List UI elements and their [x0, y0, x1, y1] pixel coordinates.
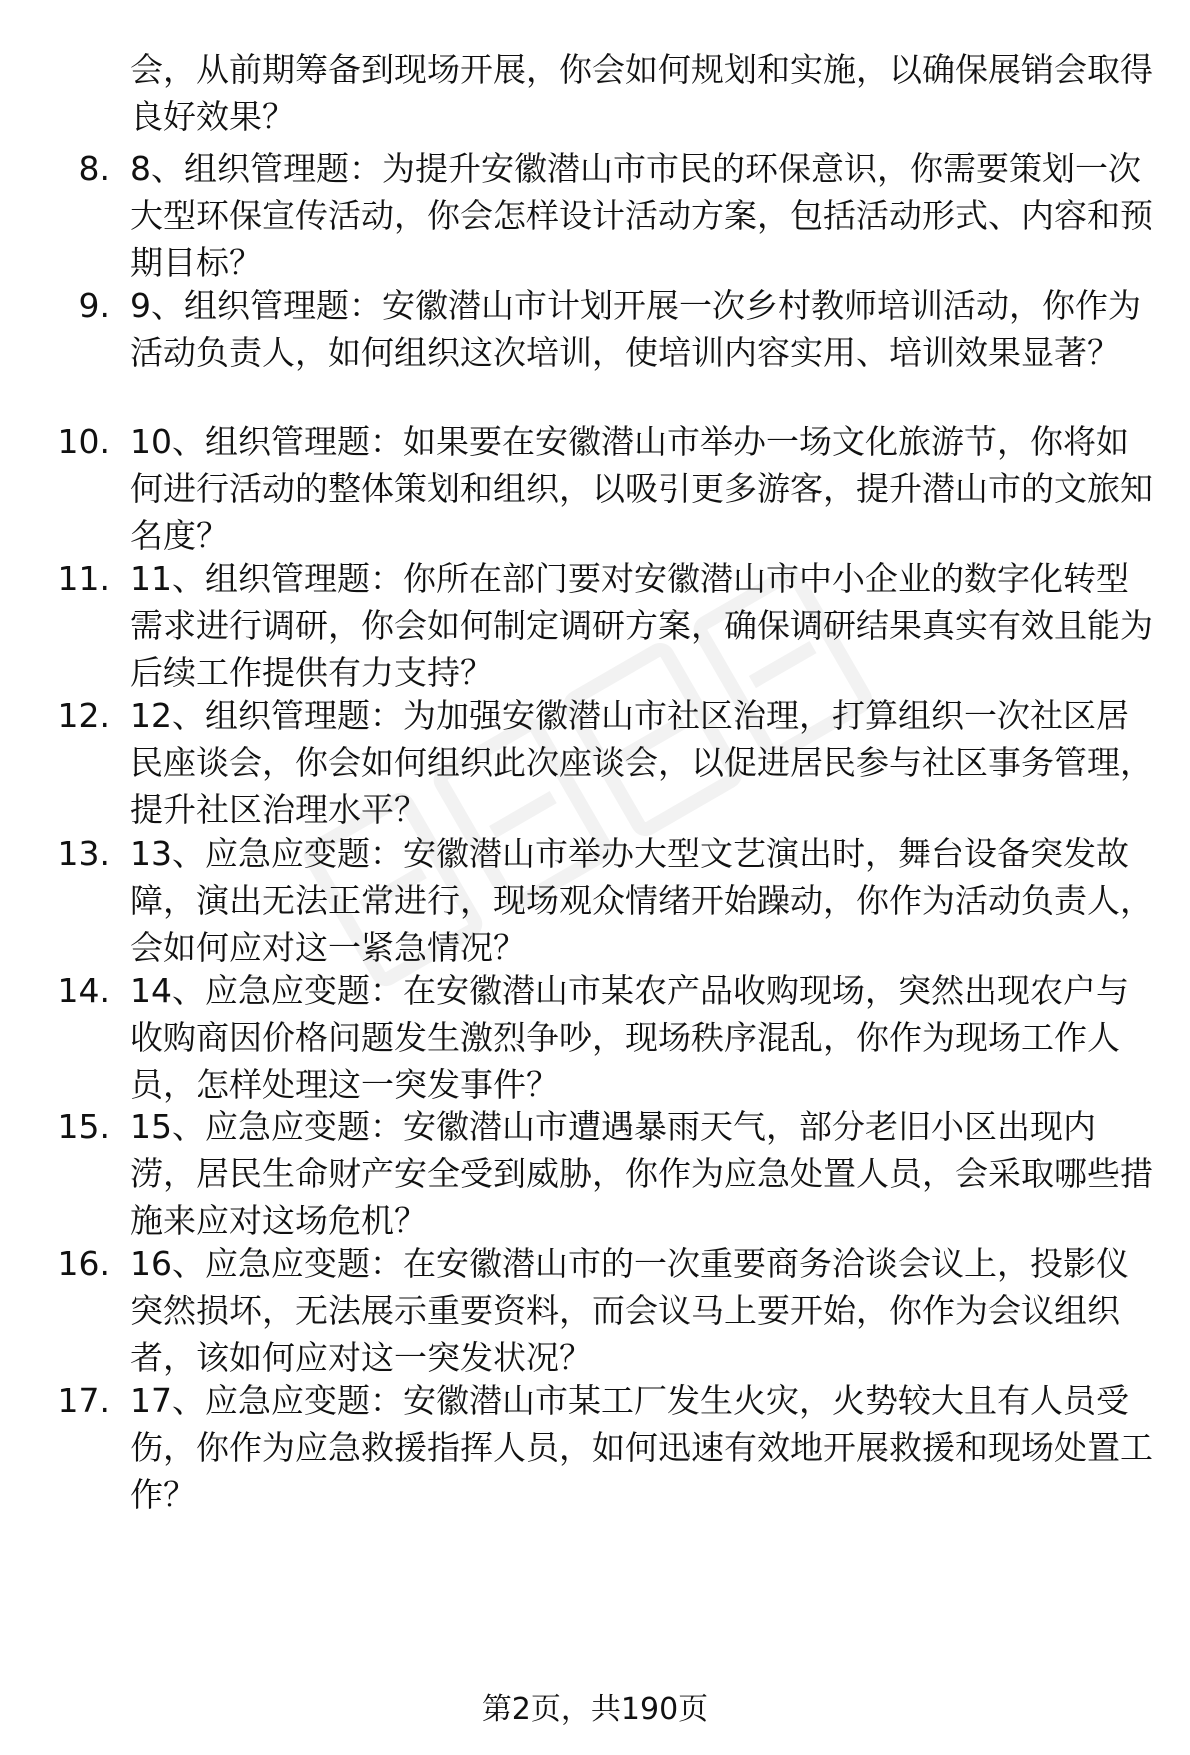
question-text: 8、组织管理题：为提升安徽潜山市市民的环保意识，你需要策划一次大型环保宣传活动，你会怎样设计活动方案，包括活动形式、内容和预期目标？ — [130, 149, 1153, 282]
question-number: 12. — [57, 696, 110, 735]
question-number: 9. — [78, 286, 110, 325]
question-number: 17. — [57, 1381, 110, 1420]
question-number: 10. — [57, 422, 110, 461]
question-text: 15、应急应变题：安徽潜山市遭遇暴雨天气，部分老旧小区出现内涝，居民生命财产安全受到威胁，你作为应急处置人员，会采取哪些措施来应对这场危机？ — [130, 1107, 1153, 1240]
question-number: 8. — [78, 149, 110, 188]
question-text: 10、组织管理题：如果要在安徽潜山市举办一场文化旅游节，你将如何进行活动的整体策划和组织，以吸引更多游客，提升潜山市的文旅知名度？ — [130, 422, 1153, 555]
question-text: 16、应急应变题：在安徽潜山市的一次重要商务洽谈会议上，投影仪突然损坏，无法展示重要资料，而会议马上要开始，你作为会议组织者，该如何应对这一突发状况？ — [130, 1244, 1129, 1377]
continued-question-text: 会，从前期筹备到现场开展，你会如何规划和实施，以确保展销会取得良好效果？ — [130, 50, 1153, 136]
question-number: 16. — [57, 1244, 110, 1283]
question-text: 12、组织管理题：为加强安徽潜山市社区治理，打算组织一次社区居民座谈会，你会如何组织此次座谈会，以促进居民参与社区事务管理，提升社区治理水平？ — [130, 696, 1153, 829]
page-footer: 第2页，共190页 — [481, 1692, 709, 1727]
question-text: 13、应急应变题：安徽潜山市举办大型文艺演出时，舞台设备突发故障，演出无法正常进行，现场观众情绪开始躁动，你作为活动负责人，会如何应对这一紧急情况？ — [130, 834, 1153, 967]
question-number: 15. — [57, 1107, 110, 1146]
question-text: 14、应急应变题：在安徽潜山市某农产品收购现场，突然出现农户与收购商因价格问题发生激烈争吵，现场秩序混乱，你作为现场工作人员，怎样处理这一突发事件？ — [130, 971, 1129, 1104]
question-text: 17、应急应变题：安徽潜山市某工厂发生火灾，火势较大且有人员受伤，你作为应急救援指挥人员，如何迅速有效地开展救援和现场处置工作？ — [130, 1381, 1153, 1514]
question-number: 14. — [57, 971, 110, 1010]
question-text: 11、组织管理题：你所在部门要对安徽潜山市中小企业的数字化转型需求进行调研，你会如何制定调研方案，确保调研结果真实有效且能为后续工作提供有力支持？ — [130, 559, 1153, 692]
question-number: 11. — [57, 559, 110, 598]
question-number: 13. — [57, 834, 110, 873]
question-text: 9、组织管理题：安徽潜山市计划开展一次乡村教师培训活动，你作为活动负责人，如何组织这次培训，使培训内容实用、培训效果显著？ — [130, 286, 1141, 372]
